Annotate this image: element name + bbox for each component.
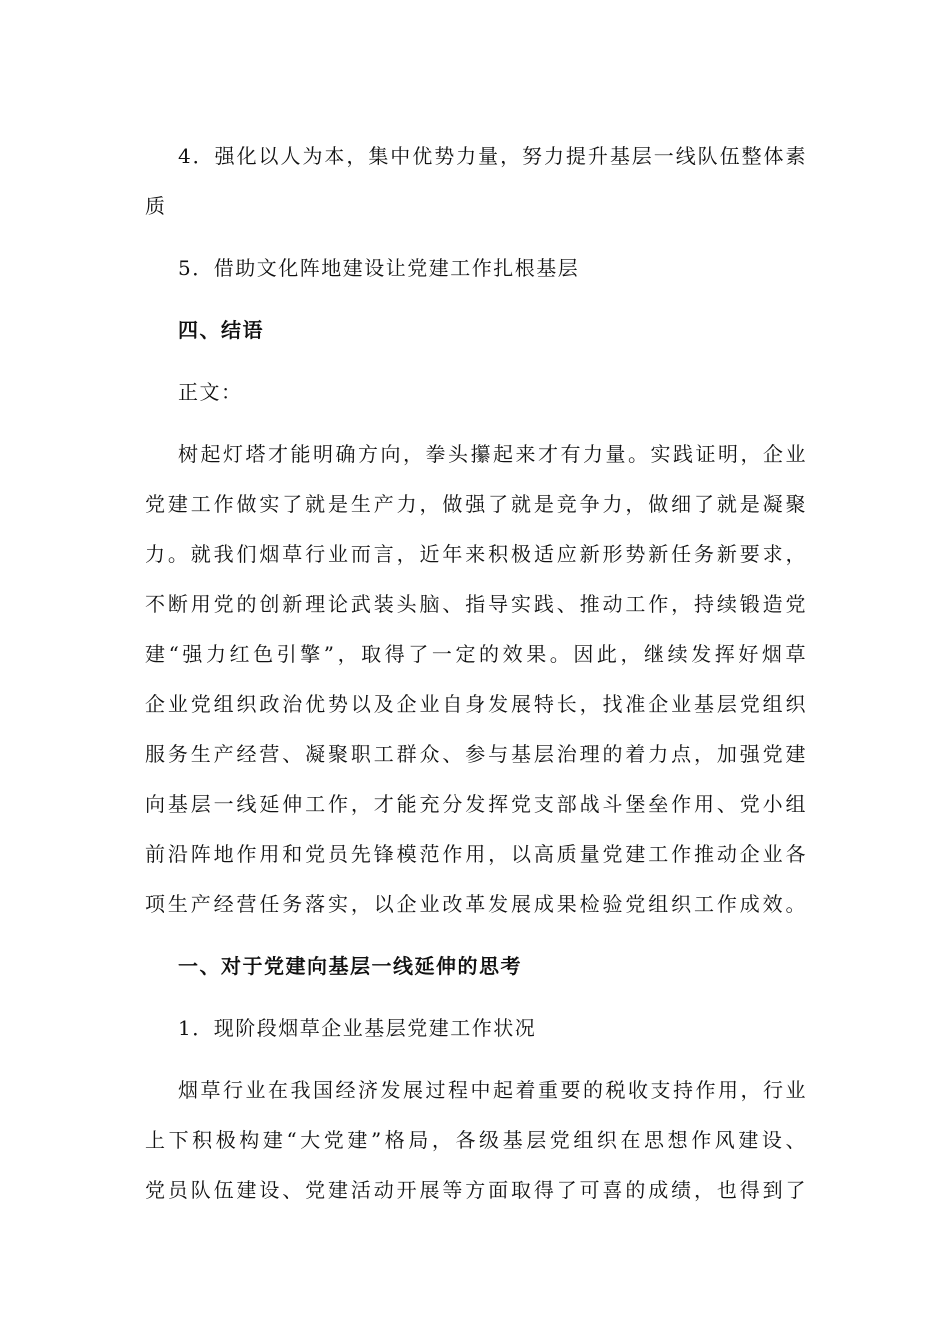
spacer — [145, 293, 807, 305]
heading-section-one: 一、对于党建向基层一线延伸的思考 — [178, 954, 522, 978]
spacer — [145, 231, 807, 243]
paragraph-line: 党建工作做实了就是生产力，做强了就是竞争力，做细了就是凝聚 — [145, 492, 807, 516]
document-body — [145, 131, 807, 1215]
spacer — [145, 991, 807, 1003]
spacer — [145, 1053, 807, 1065]
paragraph-line: 力。就我们烟草行业而言，近年来积极适应新形势新任务新要求， — [145, 542, 807, 566]
spacer — [145, 929, 807, 941]
spacer — [145, 355, 807, 367]
heading-conclusion: 四、结语 — [178, 318, 264, 342]
paragraph-line: 企业党组织政治优势以及企业自身发展特长，找准企业基层党组织 — [145, 692, 807, 716]
list-item-4-line-2: 质 — [145, 194, 167, 218]
paragraph-line: 树起灯塔才能明确方向，拳头攥起来才有力量。实践证明，企业 — [178, 442, 807, 466]
paragraph-line: 党员队伍建设、党建活动开展等方面取得了可喜的成绩，也得到了 — [145, 1178, 807, 1202]
list-item-4-line-1: 4．强化以人为本，集中优势力量，努力提升基层一线队伍整体素 — [178, 144, 807, 168]
paragraph-status — [145, 1065, 807, 1215]
paragraph-line: 建“强力红色引擎”，取得了一定的效果。因此，继续发挥好烟草 — [145, 642, 807, 666]
paragraph-line: 服务生产经营、凝聚职工群众、参与基层治理的着力点，加强党建 — [145, 742, 807, 766]
paragraph-line: 项生产经营任务落实，以企业改革发展成果检验党组织工作成效。 — [145, 892, 807, 916]
spacer — [145, 417, 807, 429]
paragraph-line: 前沿阵地作用和党员先锋模范作用，以高质量党建工作推动企业各 — [145, 842, 807, 866]
paragraph-line: 不断用党的创新理论武装头脑、指导实践、推动工作，持续锻造党 — [145, 592, 807, 616]
subheading-one: 1．现阶段烟草企业基层党建工作状况 — [178, 1016, 537, 1040]
paragraph-line: 上下积极构建“大党建”格局，各级基层党组织在思想作风建设、 — [145, 1128, 807, 1152]
body-label: 正文： — [178, 380, 243, 404]
paragraph-conclusion — [145, 429, 807, 929]
paragraph-line: 向基层一线延伸工作，才能充分发挥党支部战斗堡垒作用、党小组 — [145, 792, 807, 816]
list-item-5: 5．借助文化阵地建设让党建工作扎根基层 — [178, 256, 580, 280]
paragraph-line: 烟草行业在我国经济发展过程中起着重要的税收支持作用，行业 — [178, 1078, 807, 1102]
